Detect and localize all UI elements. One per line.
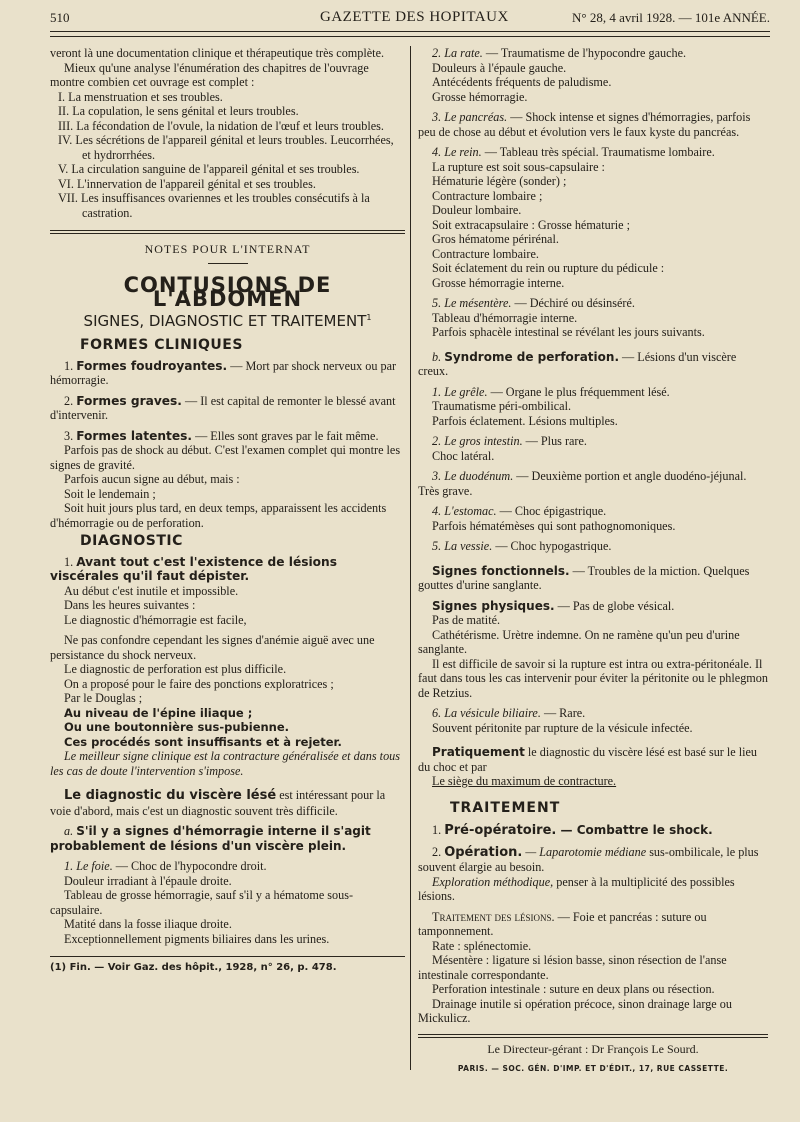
right-column xyxy=(418,46,768,1092)
text-line: Tableau d'hémorragie interne. xyxy=(432,310,578,325)
text-line: Tableau de grosse hémorragie, sauf s'il y a hématome sous-capsulaire. xyxy=(50,888,354,917)
text-line: Par le Douglas ; xyxy=(64,691,143,705)
forme-grave: 2. Formes graves. — Il est capital de remonter le blessé avant d'intervenir. xyxy=(50,393,396,422)
text-line: Ne pas confondre cependant les signes d'anémie aiguë avec une persistance du shock nerveux. xyxy=(50,633,375,662)
text-line: Antécédents fréquents de paludisme. xyxy=(432,75,612,89)
text-line: Parfois sphacèle intestinal se révélant les jours suivants. xyxy=(432,325,705,339)
director-rule xyxy=(418,1034,768,1038)
short-rule xyxy=(208,263,248,264)
chapter-item: VI. L'innervation de l'appareil génital et ses troubles. xyxy=(58,176,316,191)
director-line: Le Directeur-gérant : Dr François Le Sourd. xyxy=(487,1041,699,1056)
left-column xyxy=(50,46,405,1092)
text-line: Grosse hémorragie interne. xyxy=(432,275,565,290)
intro-paragraph: Mieux qu'une analyse l'énumération des chapitres de l'ouvrage montre combien cet ouvrage est complet : xyxy=(50,60,369,89)
text-line: Soit le lendemain ; xyxy=(64,486,156,501)
case-a: a. S'il y a signes d'hémorragie interne il s'agit probablement de lésions d'un viscère plein. xyxy=(50,824,371,853)
chapter-item: II. La copulation, le sens génital et leurs troubles. xyxy=(58,104,299,118)
text-line: Au niveau de l'épine iliaque ; xyxy=(64,705,253,720)
text-line: Douleurs à l'épaule gauche. xyxy=(432,60,567,75)
forme-foudroyante: 1. Formes foudroyantes. — Mort par shock nerveux ou par hémorragie. xyxy=(50,358,397,387)
pratiquement-paragraph: Pratiquement le diagnostic du viscère lésé est basé sur le lieu du choc et par xyxy=(418,745,758,774)
chapter-item: VII. Les insuffisances ovariennes et les troubles consécutifs à la castration. xyxy=(58,191,370,220)
text-line: Mésentère : ligature si lésion basse, sinon résection de l'anse intestinale correspondante. xyxy=(418,953,727,982)
text-line: Le diagnostic de perforation est plus difficile. xyxy=(64,662,287,676)
text-line: Soit éclatement du rein ou rupture du pédicule : xyxy=(432,261,665,275)
text-line: Contracture lombaire ; xyxy=(432,188,543,203)
chapter-item: IV. Les sécrétions de l'appareil génital et leurs troubles. Leucorrhées, et hydrorrhées. xyxy=(58,133,394,162)
text-line: Drainage inutile si opération précoce, sinon drainage large ou Mickulicz. xyxy=(418,996,732,1025)
organ-gros-intestin: 2. Le gros intestin. — Plus rare. xyxy=(432,434,587,448)
diagnostic-point-1: 1. Avant tout c'est l'existence de lésions viscérales qu'il faut dépister. xyxy=(50,554,337,583)
chapter-item: I. La menstruation et ses troubles. xyxy=(58,89,223,104)
text-line: Traumatisme péri-ombilical. xyxy=(432,399,572,413)
notes-heading: NOTES POUR L'INTERNAT xyxy=(144,242,311,256)
text-line: Contracture lombaire. xyxy=(432,246,539,261)
organ-rein: 4. Le rein. — Tableau très spécial. Traumatisme lombaire. xyxy=(432,145,715,159)
column-divider xyxy=(410,46,411,1070)
text-line: Gros hématome périrénal. xyxy=(432,232,559,246)
text-line: La rupture est soit sous-capsulaire : xyxy=(432,159,605,174)
text-line: Pas de matité. xyxy=(432,613,501,627)
organ-vessie: 5. La vessie. — Choc hypogastrique. xyxy=(432,539,612,553)
exploration-line: Exploration méthodique, penser à la multiplicité des possibles lésions. xyxy=(418,874,735,903)
text-line: Hématurie légère (sonder) ; xyxy=(432,174,567,188)
organ-foie: 1. Le foie. — Choc de l'hypocondre droit. xyxy=(64,859,267,873)
text-line: Souvent péritonite par rupture de la vésicule infectée. xyxy=(432,720,693,735)
text-line: Rate : splénectomie. xyxy=(432,938,532,953)
text-line: Perforation intestinale : suture en deux plans ou résection. xyxy=(432,982,715,996)
signes-physiques: Signes physiques. — Pas de globe vésical. xyxy=(432,598,675,613)
text-line: Soit huit jours plus tard, en deux temps, apparaissent les accidents d'hémorragie ou de perforation. xyxy=(50,501,387,530)
key-sign: Le meilleur signe clinique est la contracture généralisée et dans tous les cas de doute l'intervention s'impose. xyxy=(50,749,400,778)
text-line: Parfois pas de shock au début. C'est l'examen complet qui montre les signes de gravité. xyxy=(50,443,401,472)
page-number: 510 xyxy=(50,10,70,25)
text-line: Dans les heures suivantes : xyxy=(64,598,196,612)
forme-latente: 3. Formes latentes. — Elles sont graves par le fait même. xyxy=(64,428,379,443)
footnote: (1) Fin. — Voir Gaz. des hôpit., 1928, n° 26, p. 478. xyxy=(50,962,337,973)
intro-paragraph: veront là une documentation clinique et thérapeutique très complète. xyxy=(50,46,385,60)
text-line: Au début c'est inutile et impossible. xyxy=(64,583,239,598)
text-line: Parfois hématémèses qui sont pathognomoniques. xyxy=(432,518,676,533)
section-heading-traitement: TRAITEMENT xyxy=(450,799,561,816)
text-line: Grosse hémorragie. xyxy=(432,89,528,104)
notes-rule xyxy=(50,230,405,234)
journal-title: GAZETTE DES HOPITAUX xyxy=(320,9,509,25)
article-title: CONTUSIONS DE L'ABDOMEN xyxy=(123,272,332,311)
footnote-rule xyxy=(50,956,405,957)
text-line: Exceptionnellement pigments biliaires dans les urines. xyxy=(64,931,330,946)
organ-mesentere: 5. Le mésentère. — Déchiré ou désinséré. xyxy=(432,296,635,310)
treatment-step-1: 1. Pré-opératoire. — Combattre le shock. xyxy=(432,823,713,838)
text-line: Matité dans la fosse iliaque droite. xyxy=(64,917,232,931)
organ-vesicule: 6. La vésicule biliaire. — Rare. xyxy=(432,706,586,720)
organ-duodenum: 3. Le duodénum. — Deuxième portion et angle duodéno-jéjunal. Très grave. xyxy=(418,469,747,498)
article-subtitle: SIGNES, DIAGNOSTIC ET TRAITEMENT$^1$ xyxy=(83,311,372,330)
section-heading-diagnostic: DIAGNOSTIC xyxy=(80,533,183,549)
organ-grele: 1. Le grêle. — Organe le plus fréquemment lésé. xyxy=(432,384,670,399)
viscere-paragraph: Le diagnostic du viscère lésé est intéressant pour la voie d'abord, mais c'est un diagnostic souvent très difficile. xyxy=(50,788,386,818)
organ-rate: 2. La rate. — Traumatisme de l'hypocondre gauche. xyxy=(432,46,687,60)
text-line: Douleur irradiant à l'épaule droite. xyxy=(64,873,232,888)
text-line: Choc latéral. xyxy=(432,448,495,463)
footnote-mark: 1 xyxy=(366,312,372,322)
treatment-lesions: Traitement des lésions. — Foie et pancréas : suture ou tamponnement. xyxy=(418,909,707,938)
text-line: Ou une boutonnière sus-pubienne. xyxy=(64,720,290,734)
text-line: Ces procédés sont insuffisants et à rejeter. xyxy=(64,734,342,749)
text-line: Il est difficile de savoir si la rupture est intra ou extra-péritonéale. Il faut dans tous les cas intervenir pour éviter la péritonite ou le phlegmon de Retzius. xyxy=(418,656,768,700)
organ-pancreas: 3. Le pancréas. — Shock intense et signes d'hémorragies, parfois peu de chose au début et évolution vers le faux kyste du pancréas. xyxy=(418,110,751,139)
text-line: Parfois aucun signe au début, mais : xyxy=(64,472,240,486)
chapter-item: III. La fécondation de l'ovule, la nidation de l'œuf et leurs troubles. xyxy=(58,118,384,133)
section-heading-formes: FORMES CLINIQUES xyxy=(80,337,243,353)
text-line: Cathétérisme. Urètre indemne. On ne ramène qu'un peu d'urine sanglante. xyxy=(418,627,740,656)
chapter-item: V. La circulation sanguine de l'appareil génital et ses troubles. xyxy=(58,162,360,176)
text-line: On a proposé pour le faire des ponctions exploratrices ; xyxy=(64,676,334,691)
signes-fonctionnels: Signes fonctionnels. — Troubles de la miction. Quelques gouttes d'urine sanglante. xyxy=(418,563,750,592)
text-line: Douleur lombaire. xyxy=(432,203,522,217)
text-line: Le siège du maximum de contracture. xyxy=(432,774,617,788)
case-b: b. Syndrome de perforation. — Lésions d'un viscère creux. xyxy=(418,349,737,378)
text-line: Soit extracapsulaire : Grosse hématurie ; xyxy=(432,217,630,232)
text-line: Parfois éclatement. Lésions multiples. xyxy=(432,413,618,428)
issue-info: N° 28, 4 avril 1928. — 101e ANNÉE. xyxy=(571,10,770,25)
text-line: Le diagnostic d'hémorragie est facile, xyxy=(64,612,247,627)
page-header xyxy=(50,6,770,28)
printer-line: PARIS. — SOC. GÉN. D'IMP. ET D'ÉDIT., 17, RUE CASSETTE. xyxy=(457,1064,729,1073)
header-rule xyxy=(50,31,770,37)
treatment-step-2: 2. Opération. — Laparotomie médiane sus-ombilicale, le plus souvent élargie au besoin. xyxy=(418,844,759,874)
organ-estomac: 4. L'estomac. — Choc épigastrique. xyxy=(432,504,607,518)
